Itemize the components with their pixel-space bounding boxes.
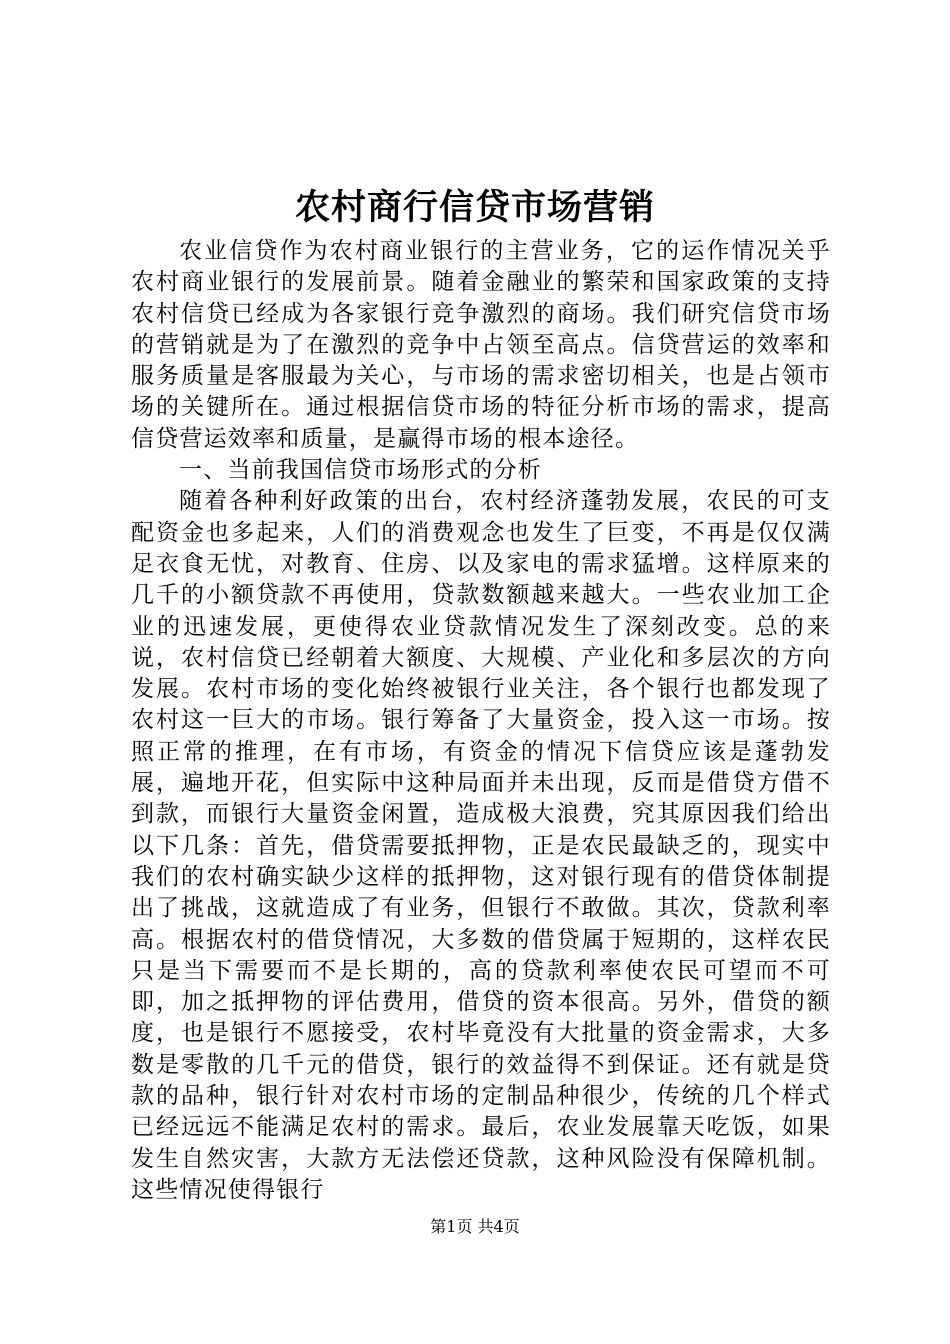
page-number: 第1页 共4页 bbox=[430, 1217, 520, 1236]
document-body bbox=[131, 236, 831, 1206]
document-title: 农村商行信贷市场营销 bbox=[294, 188, 655, 228]
section-heading: 一、当前我国信贷市场形式的分析 bbox=[179, 457, 542, 484]
paragraph-intro: 农业信贷作为农村商业银行的主营业务，它的运作情况关乎农村商业银行的发展前景。随着金融业的繁荣和国家政策的支持农村信贷已经成为各家银行竞争激烈的商场。我们研究信贷市场的营销就是为了在激烈的竞争中占领至高点。信贷营运的效率和服务质量是客服最为关心，与市场的需求密切相关，也是占领市场的关键所在。通过根据信贷市场的特征分析市场的需求，提高信贷营运效率和质量，是赢得市场的根本途径。 bbox=[131, 238, 831, 452]
paragraph-analysis: 随着各种利好政策的出台，农村经济蓬勃发展，农民的可支配资金也多起来，人们的消费观念也发生了巨变，不再是仅仅满足衣食无忧，对教育、住房、以及家电的需求猛增。这样原来的几千的小额贷款不再使用，贷款数额越来越大。一些农业加工企业的迅速发展，更使得农业贷款情况发生了深刻改变。总的来说，农村信贷已经朝着大额度、大规模、产业化和多层次的方向发展。农村市场的变化始终被银行业关注，各个银行也都发现了农村这一巨大的市场。银行筹备了大量资金，投入这一市场。按照正常的推理，在有市场，有资金的情况下信贷应该是蓬勃发展，遍地开花，但实际中这种局面并未出现，反而是借贷方借不到款，而银行大量资金闲置，造成极大浪费，究其原因我们给出以下几条：首先，借贷需要抵押物，正是农民最缺乏的，现实中我们的农村确实缺少这样的抵押物，这对银行现有的借贷体制提出了挑战，这就造成了有业务，但银行不敢做。其次，贷款利率高。根据农村的借贷情况，大多数的借贷属于短期的，这样农民只是当下需要而不是长期的，高的贷款利率使农民可望而不可即，加之抵押物的评估费用，借贷的资本很高。另外，借贷的额度，也是银行不愿接受，农村毕竟没有大批量的资金需求，大多数是零散的几千元的借贷，银行的效益得不到保证。还有就是贷款的品种，银行针对农村市场的定制品种很少，传统的几个样式已经远远不能满足农村的需求。最后，农业发展靠天吃饭，如果发生自然灾害，大款方无法偿还贷款，这种风险没有保障机制。这些情况使得银行 bbox=[131, 488, 831, 1203]
